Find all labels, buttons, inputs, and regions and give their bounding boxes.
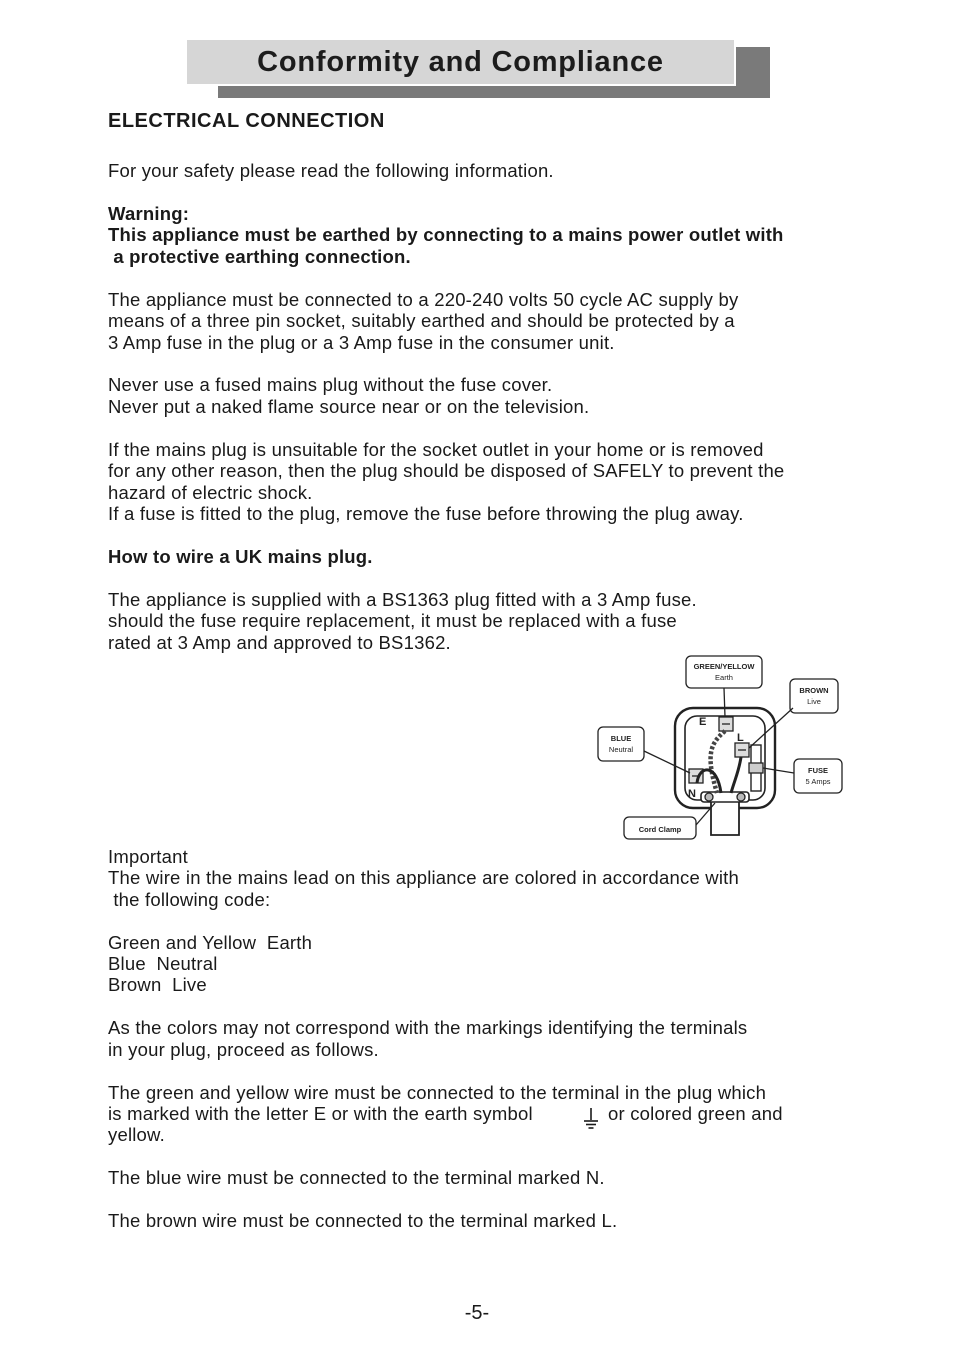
colors-line-1: As the colors may not correspond with the markings identifying the terminals [108,1017,748,1038]
warning-label: Warning: [108,203,190,224]
page-number: -5- [464,1302,490,1324]
label-l: L [737,732,744,744]
warning-line-2: a protective earthing connection. [108,246,411,267]
unsuitable-line-4: If a fuse is fitted to the plug, remove the fuse before throwing the plug away. [108,503,744,524]
brown-wire-text: The brown wire must be connected to the terminal marked L. [108,1210,618,1231]
earth-symbol-icon [582,1106,600,1130]
label-n: N [688,788,696,800]
section-heading: ELECTRICAL CONNECTION [108,110,385,132]
callout-blue: BLUE [610,734,632,743]
unsuitable-line-1: If the mains plug is unsuitable for the socket outlet in your home or is removed [108,439,764,460]
color-code-earth: Green and Yellow Earth [108,932,313,953]
callout-brown: BROWN [799,686,829,695]
page-title: Conformity and Compliance [257,45,664,78]
howto-heading: How to wire a UK mains plug. [108,546,373,567]
important-line-1: The wire in the mains lead on this appliance are colored in accordance with [108,867,739,888]
callout-fuse: FUSE [807,766,829,775]
callout-live: Live [807,697,821,706]
green-line-1: The green and yellow wire must be connected to the terminal in the plug which [108,1082,767,1103]
supply-line-1: The appliance must be connected to a 220-240 volts 50 cycle AC supply by [108,289,739,310]
supplied-line-1: The appliance is supplied with a BS1363 plug fitted with a 3 Amp fuse. [108,589,697,610]
never-line-1: Never use a fused mains plug without the fuse cover. [108,374,553,395]
callout-cord-clamp: Cord Clamp [638,825,682,834]
green-line-2a: is marked with the letter E or with the earth symbol [108,1103,533,1124]
title-banner [185,38,736,86]
never-line-2: Never put a naked flame source near or on the television. [108,396,590,417]
unsuitable-line-2: for any other reason, then the plug should be disposed of SAFELY to prevent the [108,460,785,481]
intro-text: For your safety please read the following information. [108,160,554,181]
colors-line-2: in your plug, proceed as follows. [108,1039,379,1060]
supplied-line-3: rated at 3 Amp and approved to BS1362. [108,632,451,653]
label-e: E [699,716,707,728]
warning-line-1: This appliance must be earthed by connecting to a mains power outlet with [108,224,784,245]
supplied-line-2: should the fuse require replacement, it must be replaced with a fuse [108,610,677,631]
important-label: Important [108,846,188,867]
callout-green-yellow: GREEN/YELLOW [693,662,755,671]
green-line-2b: or colored green and [608,1103,783,1124]
color-code-live: Brown Live [108,974,207,995]
callout-earth: Earth [715,673,733,682]
color-code-neutral: Blue Neutral [108,953,218,974]
green-line-3: yellow. [108,1124,165,1145]
unsuitable-line-3: hazard of electric shock. [108,482,313,503]
plug-wiring-diagram [593,653,847,843]
supply-line-2: means of a three pin socket, suitably earthed and should be protected by a [108,310,735,331]
supply-line-3: 3 Amp fuse in the plug or a 3 Amp fuse in the consumer unit. [108,332,615,353]
callout-neutral: Neutral [608,745,634,754]
blue-wire-text: The blue wire must be connected to the terminal marked N. [108,1167,605,1188]
callout-fuse-amps: 5 Amps [805,777,831,786]
important-line-2: the following code: [108,889,271,910]
